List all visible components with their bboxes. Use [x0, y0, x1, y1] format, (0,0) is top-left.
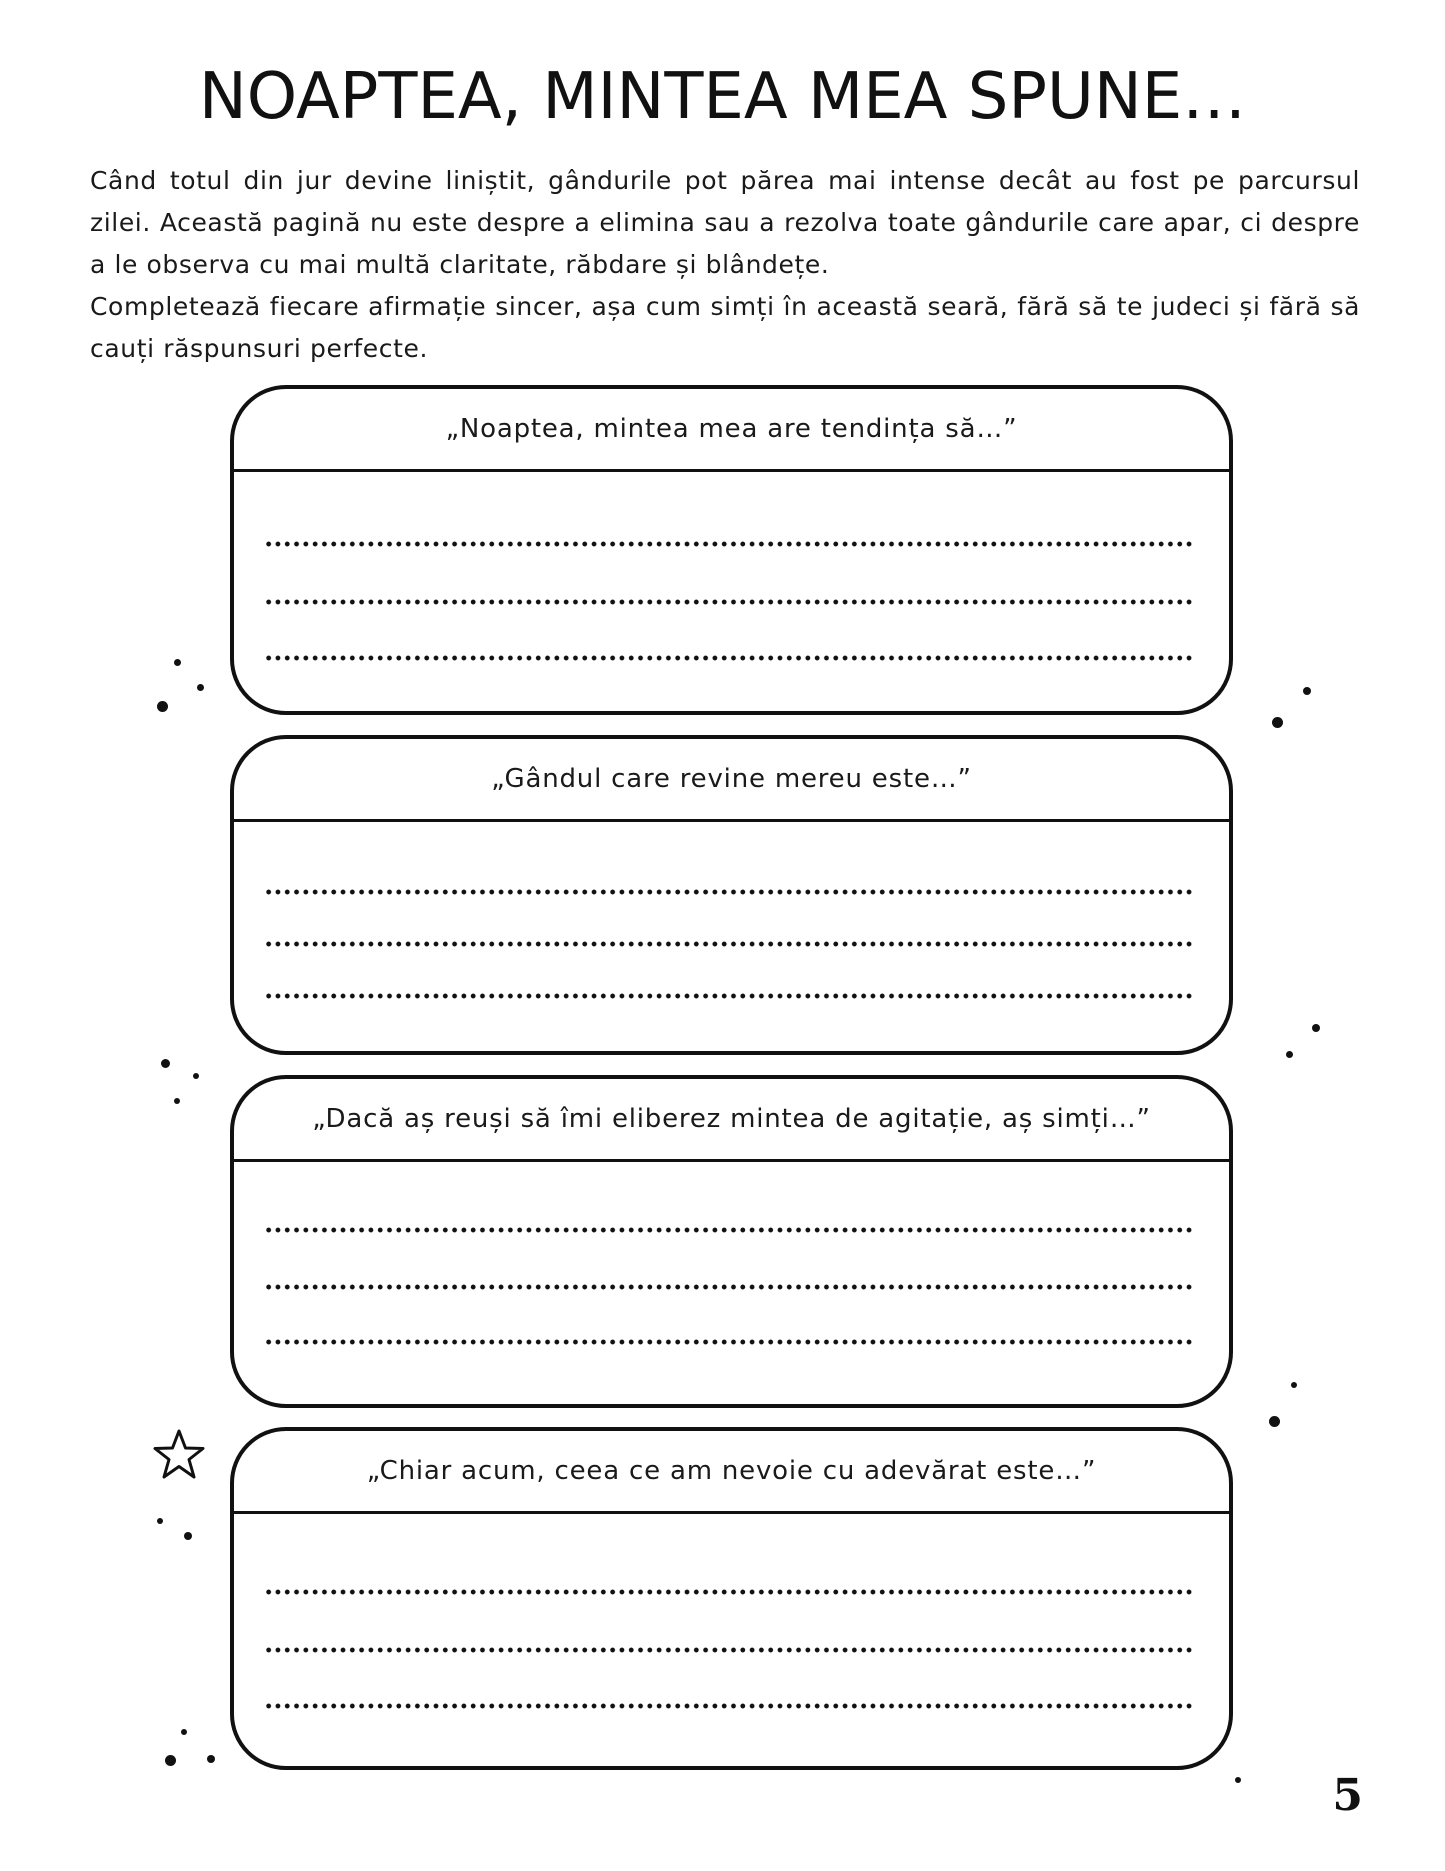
answer-line[interactable]	[264, 1703, 1193, 1709]
prompt-card-header: „Gândul care revine mereu este…”	[234, 739, 1229, 822]
page-title: NOAPTEA, MINTEA MEA SPUNE…	[198, 60, 1247, 134]
intro-paragraph-1: Când totul din jur devine liniștit, gândurile pot părea mai intense decât au fost pe parcursul zilei. Această pagină nu este despre a elimina sau a rezolva toate gândurile care apar, ci despre a le observa cu mai multă claritate, răbdare și blândețe.	[90, 166, 1360, 279]
prompt-card-3	[230, 1075, 1233, 1408]
decorative-dot	[193, 1073, 199, 1079]
decorative-dot	[1312, 1024, 1320, 1032]
answer-line[interactable]	[264, 1589, 1193, 1595]
decorative-dot	[157, 1518, 163, 1524]
answer-line[interactable]	[264, 1284, 1193, 1290]
answer-line[interactable]	[264, 1647, 1193, 1653]
decorative-dot	[1272, 717, 1283, 728]
prompt-card-4	[230, 1427, 1233, 1770]
intro-paragraph-2: Completează fiecare afirmație sincer, așa cum simți în această seară, fără să te judeci și fără să cauți răspunsuri perfecte.	[90, 292, 1360, 363]
decorative-dot	[174, 659, 181, 666]
decorative-dot	[157, 701, 168, 712]
answer-line[interactable]	[264, 541, 1193, 547]
intro-text	[90, 160, 1360, 370]
decorative-dot	[174, 1098, 180, 1104]
decorative-dot	[161, 1059, 170, 1068]
answer-line[interactable]	[264, 1227, 1193, 1233]
decorative-dot	[1269, 1416, 1280, 1427]
answer-line[interactable]	[264, 655, 1193, 661]
prompt-card-header: „Noaptea, mintea mea are tendința să…”	[234, 389, 1229, 472]
decorative-dot	[207, 1755, 215, 1763]
decorative-dot	[184, 1532, 192, 1540]
star-outline-icon	[152, 1428, 206, 1482]
prompt-card-2	[230, 735, 1233, 1055]
decorative-dot	[1291, 1382, 1297, 1388]
answer-line[interactable]	[264, 941, 1193, 947]
decorative-dot	[1286, 1051, 1293, 1058]
answer-line[interactable]	[264, 889, 1193, 895]
prompt-card-header: „Dacă aș reuși să îmi eliberez mintea de agitație, aș simți…”	[234, 1079, 1229, 1162]
answer-line[interactable]	[264, 1339, 1193, 1345]
answer-line[interactable]	[264, 599, 1193, 605]
prompt-card-header: „Chiar acum, ceea ce am nevoie cu adevărat este…”	[234, 1431, 1229, 1514]
page-number: 5	[1332, 1770, 1363, 1821]
decorative-dot	[181, 1729, 187, 1735]
answer-line[interactable]	[264, 993, 1193, 999]
decorative-dot	[1303, 687, 1311, 695]
prompt-card-1	[230, 385, 1233, 715]
decorative-dot	[165, 1755, 176, 1766]
decorative-dot	[197, 684, 204, 691]
decorative-dot	[1235, 1777, 1241, 1783]
